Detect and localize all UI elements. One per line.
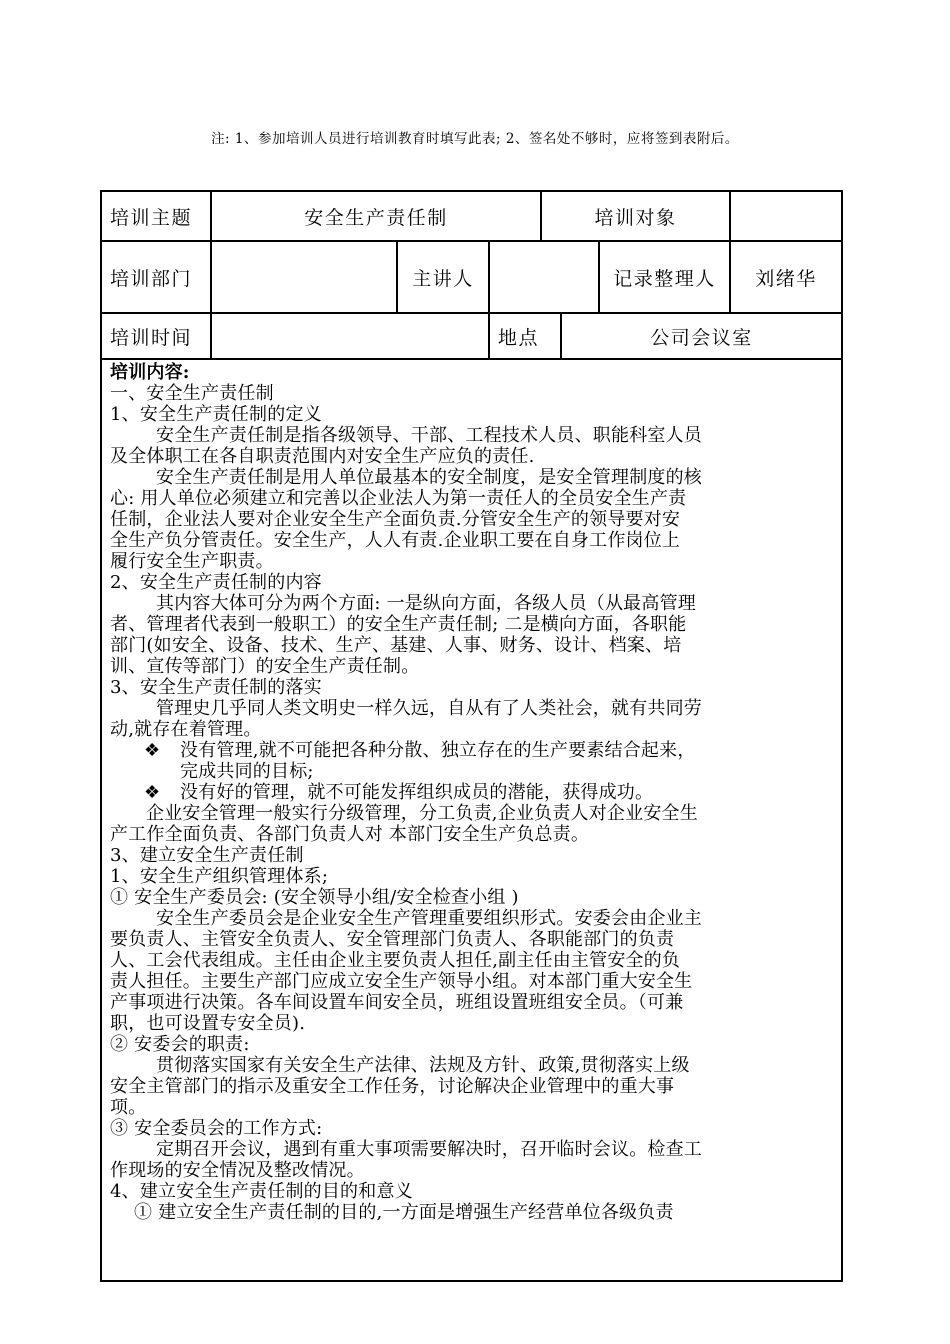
row-divider — [102, 358, 841, 360]
numbered-heading: ③ 安全委员会的工作方式: — [110, 1118, 323, 1139]
subsection-heading: 1、安全生产责任制的定义 — [110, 404, 322, 425]
paragraph-line: 项。 — [110, 1097, 147, 1118]
subsection-heading: 4、建立安全生产责任制的目的和意义 — [110, 1181, 413, 1202]
bullet-text: 没有好的管理，就不可能发挥组织成员的潜能，获得成功。 — [180, 782, 654, 803]
numbered-heading: ② 安委会的职责: — [110, 1034, 250, 1055]
paragraph-line: 管理史几乎同人类文明史一样久远，自从有了人类社会，就有共同劳 — [156, 698, 702, 719]
paragraph-line: 部门(如安全、设备、技术、生产、基建、人事、财务、设计、档案、培 — [110, 635, 682, 656]
training-content — [110, 362, 836, 1223]
paragraph-line: 及全体职工在各自职责范围内对安全生产应负的责任. — [110, 446, 535, 467]
paragraph-line: 动,就存在着管理。 — [110, 719, 262, 740]
diamond-bullet-icon: ❖ — [144, 740, 161, 761]
bullet-item — [110, 740, 836, 761]
bullet-continuation: 完成共同的目标; — [180, 761, 314, 782]
paragraph-line: 要负责人、主管安全负责人、安全管理部门负责人、各职能部门的负责 — [110, 929, 675, 950]
paragraph-line: 职，也可设置专安全员). — [110, 1013, 306, 1034]
paragraph-line: 产事项进行决策。各车间设置车间安全员，班组设置班组安全员。（可兼 — [110, 992, 684, 1013]
diamond-bullet-icon: ❖ — [144, 782, 161, 803]
paragraph-line: 安全生产责任制是用人单位最基本的安全制度，是安全管理制度的核 — [156, 467, 702, 488]
paragraph-line: 全生产负分管责任。安全生产，人人有责.企业职工要在自身工作岗位上 — [110, 530, 681, 551]
paragraph-line: 产工作全面负责、各部门负责人对 本部门安全生产负总责。 — [110, 824, 590, 845]
section-heading: 一、安全生产责任制 — [110, 383, 274, 404]
paragraph-line: 安全生产委员会是企业安全生产管理重要组织形式。安委会由企业主 — [156, 908, 702, 929]
subsection-heading: 3、安全生产责任制的落实 — [110, 677, 322, 698]
paragraph-line: ① 建立安全生产责任制的目的,一方面是增强生产经营单位各级负责 — [134, 1202, 674, 1223]
recorder-value[interactable]: 刘绪华 — [755, 267, 817, 290]
paragraph-line: 企业安全管理一般实行分级管理，分工负责,企业负责人对企业安全生 — [146, 803, 698, 824]
paragraph-line: 作现场的安全情况及整改情况。 — [110, 1160, 365, 1181]
training-record-form — [100, 190, 843, 1282]
section-heading: 3、建立安全生产责任制 — [110, 845, 304, 866]
department-label: 培训部门 — [110, 267, 193, 290]
paragraph-line: 贯彻落实国家有关安全生产法律、法规及方针、政策,贯彻落实上级 — [156, 1055, 690, 1076]
paragraph-line: 定期召开会议，遇到有重大事项需要解决时，召开临时会议。检查工 — [156, 1139, 702, 1160]
paragraph-line: 训、宣传等部门）的安全生产责任制。 — [110, 656, 420, 677]
paragraph-line: 心: 用人单位必须建立和完善以企业法人为第一责任人的全员安全生产责 — [110, 488, 687, 509]
paragraph-line: 责人担任。主要生产部门应成立安全生产领导小组。对本部门重大安全生 — [110, 971, 693, 992]
paragraph-line: 安全主管部门的指示及重安全工作任务，讨论解决企业管理中的重大事 — [110, 1076, 675, 1097]
audience-value[interactable] — [731, 192, 841, 240]
numbered-heading: ① 安全生产委员会: (安全领导小组/安全检查小组 ) — [110, 887, 519, 908]
audience-label: 培训对象 — [594, 206, 677, 229]
time-value[interactable] — [212, 314, 488, 358]
subsection-heading: 2、安全生产责任制的内容 — [110, 572, 322, 593]
bullet-text: 没有管理,就不可能把各种分散、独立存在的生产要素结合起来， — [180, 740, 696, 761]
paragraph-line: 者、管理者代表到一般职工）的安全生产责任制; 二是横向方面，各职能 — [110, 614, 687, 635]
paragraph-line: 其内容大体可分为两个方面: 一是纵向方面，各级人员（从最高管理 — [156, 593, 696, 614]
topic-value[interactable]: 安全生产责任制 — [304, 206, 448, 229]
content-heading: 培训内容: — [110, 362, 190, 383]
place-label: 地点 — [498, 326, 540, 349]
bullet-item — [110, 782, 836, 803]
paragraph-line: 履行安全生产职责。 — [110, 551, 274, 572]
subsection-heading: 1、安全生产组织管理体系; — [110, 866, 329, 887]
topic-label: 培训主题 — [110, 206, 193, 229]
paragraph-line: 任制，企业法人要对企业安全生产全面负责.分管安全生产的领导要对安 — [110, 509, 681, 530]
place-value[interactable]: 公司会议室 — [650, 326, 753, 349]
time-label: 培训时间 — [110, 326, 193, 349]
speaker-label: 主讲人 — [412, 267, 474, 290]
paragraph-line: 人、工会代表组成。主任由企业主要负责人担任,副主任由主管安全的负 — [110, 950, 681, 971]
speaker-value[interactable] — [490, 242, 598, 312]
paragraph-line: 安全生产责任制是指各级领导、干部、工程技术人员、职能科室人员 — [156, 425, 702, 446]
recorder-label: 记录整理人 — [613, 267, 716, 290]
form-note: 注: 1、参加培训人员进行培训教育时填写此表; 2、签名处不够时，应将签到表附后。 — [211, 131, 739, 147]
department-value[interactable] — [212, 242, 396, 312]
